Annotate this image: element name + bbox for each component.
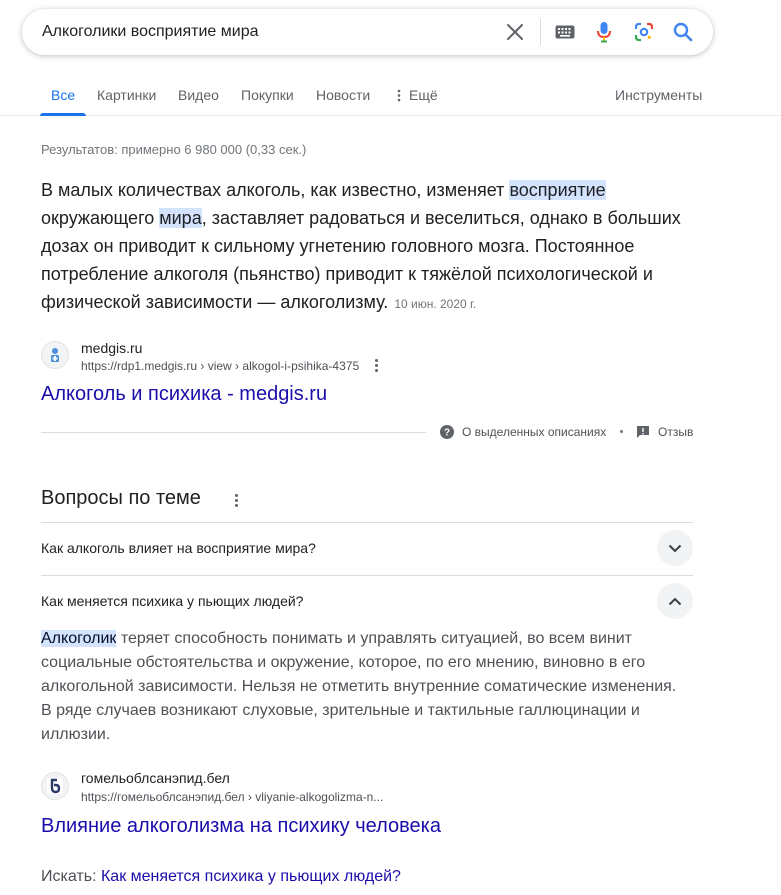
search-input[interactable]: Алкоголики восприятие мира (42, 23, 259, 40)
source-name: гомельоблсанэпид.бел (81, 770, 230, 786)
result-stats: Результатов: примерно 6 980 000 (0,33 сек.) (41, 142, 307, 157)
search-bar-divider (540, 19, 541, 45)
snippet-highlight: мира (159, 208, 202, 228)
paa-question-expanded[interactable]: Как меняется психика у пьющих людей? (41, 593, 304, 609)
microphone-icon[interactable] (592, 20, 616, 44)
medgis-favicon (41, 341, 69, 369)
svg-text:?: ? (443, 427, 451, 439)
close-icon[interactable] (503, 20, 527, 44)
tab-more[interactable] (397, 87, 438, 103)
tab-shopping[interactable]: Покупки (241, 87, 294, 103)
paa-answer-text (41, 627, 691, 747)
tab-news[interactable]: Новости (316, 87, 371, 103)
answer-highlight: Алкоголик (41, 630, 117, 647)
result-title-link[interactable]: Алкоголь и психика - medgis.ru (41, 383, 328, 405)
result-title-link[interactable]: Влияние алкоголизма на психику человека (41, 815, 441, 837)
more-vert-icon (397, 89, 401, 102)
tab-all[interactable]: Все (51, 87, 76, 103)
tools-button[interactable]: Инструменты (615, 87, 703, 103)
snippet-date: 10 июн. 2020 г. (394, 297, 477, 311)
search-bar (22, 9, 713, 55)
snippet-text-part: , заставляет радоваться и веселиться, однако в больших дозах он приводит к сильному угнетению головного мозга. Постоянное потребление алкоголя (пьянство) приводит к тяжёлой психологической и физической зависимости — алкоголизму. (41, 208, 681, 312)
paa-heading: Вопросы по теме (41, 487, 201, 509)
keyboard-icon[interactable] (553, 20, 577, 44)
help-icon (440, 425, 454, 439)
search-for (41, 868, 401, 886)
source-url[interactable]: https://rdp1.medgis.ru › view › alkogol-i-psihika-4375 (81, 359, 360, 373)
search-icon[interactable] (671, 20, 695, 44)
separator-dot (620, 430, 623, 433)
search-tabs (0, 70, 781, 116)
divider (41, 522, 693, 523)
result-options-button[interactable] (370, 357, 382, 375)
snippet-text-part: В малых количествах алкоголь, как известно, изменяет (41, 180, 510, 200)
paa-question[interactable]: Как алкоголь влияет на восприятие мира? (41, 540, 316, 556)
snippet-text-part: окружающего (41, 208, 160, 228)
divider (41, 432, 426, 433)
about-label: О выделенных описаниях (462, 425, 607, 439)
snippet-highlight: восприятие (509, 180, 606, 200)
tab-images[interactable]: Картинки (97, 87, 157, 103)
active-tab-indicator (40, 113, 86, 116)
feedback-label: Отзыв (658, 425, 694, 439)
paa-options-button[interactable] (230, 492, 242, 510)
gomel-favicon (41, 772, 69, 800)
featured-snippet-text (41, 176, 701, 318)
answer-text-part: теряет способность понимать и управлять ситуацией, во всем винит социальные обстоятельства и окружение, которое, по его мнению, виновно в его алкогольной зависимости. Нельзя не отметить внутренние соматические изменения. В ряде случаев возникают слуховые, зрительные и тактильные галлюцинации и иллюзии. (41, 630, 677, 743)
search-for-link[interactable]: Как меняется психика у пьющих людей? (100, 868, 401, 885)
tab-video[interactable]: Видео (178, 87, 219, 103)
feedback-icon (636, 425, 650, 439)
about-featured-snippets-link[interactable] (440, 425, 606, 439)
chevron-up-icon[interactable] (657, 583, 693, 619)
google-lens-icon[interactable] (632, 20, 656, 44)
feedback-link[interactable] (636, 425, 693, 439)
divider (41, 575, 693, 576)
source-url[interactable]: https://гомельоблсанэпид.бел › vliyanie-alkogolizma-n... (81, 790, 384, 804)
tab-more-label: Ещё (409, 87, 438, 103)
search-for-label: Искать: (41, 868, 97, 885)
chevron-down-icon[interactable] (657, 530, 693, 566)
source-name: medgis.ru (81, 340, 143, 356)
